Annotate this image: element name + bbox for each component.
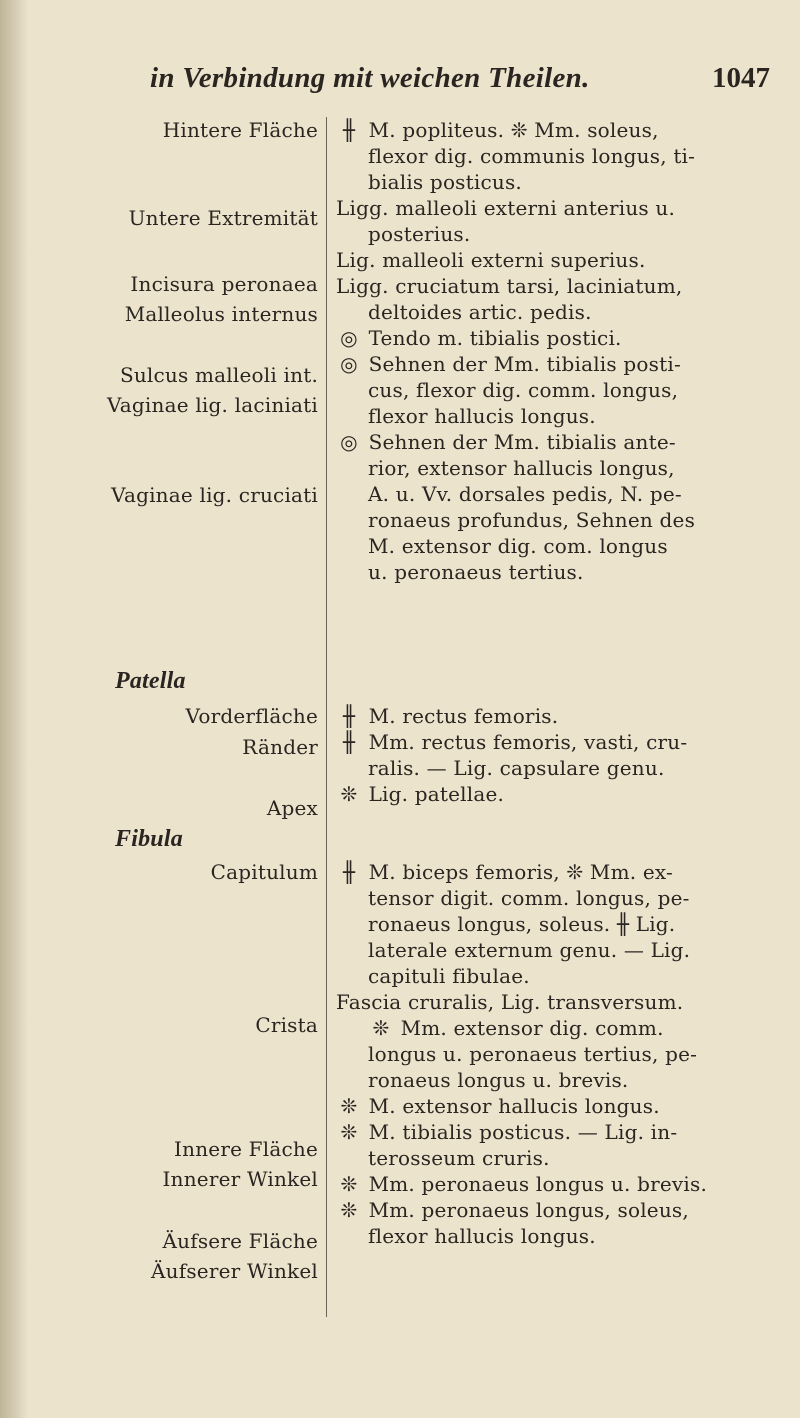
entry-line: u. peronaeus tertius. [368,560,584,584]
entry-line: flexor hallucis longus. [368,404,596,428]
entry-line: rior, extensor hallucis longus, [368,456,675,480]
entry-line: Fascia cruralis, Lig. transversum. [336,990,684,1014]
section-heading: Patella [115,668,186,694]
entry-line: ❊ Mm. extensor dig. comm. [336,1015,772,1041]
entry-line: cus, flexor dig. comm. longus, [368,378,679,402]
asterisk-symbol-icon: ❊ [340,1120,358,1144]
running-header [150,62,770,102]
entry-line: Lig. malleoli externi superius. [336,248,646,272]
target-symbol-icon: ◎ [340,430,358,454]
page-number: 1047 [712,62,770,94]
entry-line: capituli fibulae. [368,964,530,988]
entry-line: tensor digit. comm. longus, pe- [368,886,690,910]
asterisk-symbol-icon: ❊ [372,1016,390,1040]
entry-line: ◎ Tendo m. tibialis postici. [336,325,772,351]
entry-line: laterale externum genu. — Lig. [368,938,691,962]
dagger-symbol-icon: ╫ [342,860,356,884]
dagger-symbol-icon: ╫ [342,704,356,728]
entry-line: ❊ Lig. patellae. [336,781,772,807]
left-label: Vorderfläche [185,704,318,728]
left-label: Vaginae lig. laciniati [107,393,318,417]
entry-block [336,859,772,1249]
entry-line: Ligg. malleoli externi anterius u. [336,196,676,220]
entry-line: ❊ M. extensor hallucis longus. [336,1093,772,1119]
left-label: Crista [255,1013,318,1037]
section-heading: Fibula [115,826,183,852]
entry-line: ❊ Mm. peronaeus longus, soleus, [336,1197,772,1223]
asterisk-symbol-icon: ❊ [340,1094,358,1118]
entry-line: ❊ Mm. peronaeus longus u. brevis. [336,1171,772,1197]
entry-line: A. u. Vv. dorsales pedis, N. pe- [368,482,682,506]
target-symbol-icon: ◎ [340,352,358,376]
entry-line: Ligg. cruciatum tarsi, laciniatum, [336,274,683,298]
dagger-symbol-icon: ╫ [342,730,356,754]
asterisk-symbol-icon: ❊ [340,1198,358,1222]
entry-line: terosseum cruris. [368,1146,550,1170]
left-label: Innere Fläche [174,1137,318,1161]
entry-line: bialis posticus. [368,170,522,194]
entry-line: ronaeus profundus, Sehnen des [368,508,696,532]
asterisk-symbol-icon: ❊ [340,782,358,806]
asterisk-symbol-icon: ❊ [340,1172,358,1196]
left-label: Äufserer Winkel [151,1259,318,1283]
running-title: in Verbindung mit weichen Theilen. [150,62,590,94]
entry-block [336,117,772,585]
entry-line: flexor dig. communis longus, ti- [368,144,696,168]
entry-line: ❊ M. tibialis posticus. — Lig. in- [336,1119,772,1145]
left-label: Äufsere Fläche [162,1229,318,1253]
left-label: Innerer Winkel [162,1167,318,1191]
entry-line: posterius. [368,222,471,246]
entry-line: ╫ M. biceps femoris, ❊ Mm. ex- [336,859,772,885]
left-label: Apex [266,796,318,820]
left-label: Malleolus internus [124,302,318,326]
left-label: Hintere Fläche [162,118,318,142]
left-label: Incisura peronaea [130,272,318,296]
entry-line: ◎ Sehnen der Mm. tibialis ante- [336,429,772,455]
left-label: Sulcus malleoli int. [119,363,318,387]
page-edge-shadow [0,0,28,1418]
entry-line: ╫ Mm. rectus femoris, vasti, cru- [336,729,772,755]
entry-line: ╫ M. popliteus. ❊ Mm. soleus, [336,117,772,143]
entry-line: ╫ M. rectus femoris. [336,703,772,729]
entry-line: ralis. — Lig. capsulare genu. [368,756,665,780]
entry-line: M. extensor dig. com. longus [368,534,668,558]
left-label: Vaginae lig. cruciati [111,483,318,507]
entry-block [336,703,772,807]
entry-line: longus u. peronaeus tertius, pe- [368,1042,698,1066]
entry-line: ronaeus longus u. brevis. [368,1068,629,1092]
entry-line: ◎ Sehnen der Mm. tibialis posti- [336,351,772,377]
entry-line: ronaeus longus, soleus. ╫ Lig. [368,912,676,936]
left-label: Untere Extremität [128,206,318,230]
target-symbol-icon: ◎ [340,326,358,350]
column-divider [326,117,327,1317]
entry-line: flexor hallucis longus. [368,1224,596,1248]
left-label: Capitulum [210,860,318,884]
entry-line: deltoides artic. pedis. [368,300,592,324]
dagger-symbol-icon: ╫ [342,118,356,142]
left-label: Ränder [242,735,318,759]
